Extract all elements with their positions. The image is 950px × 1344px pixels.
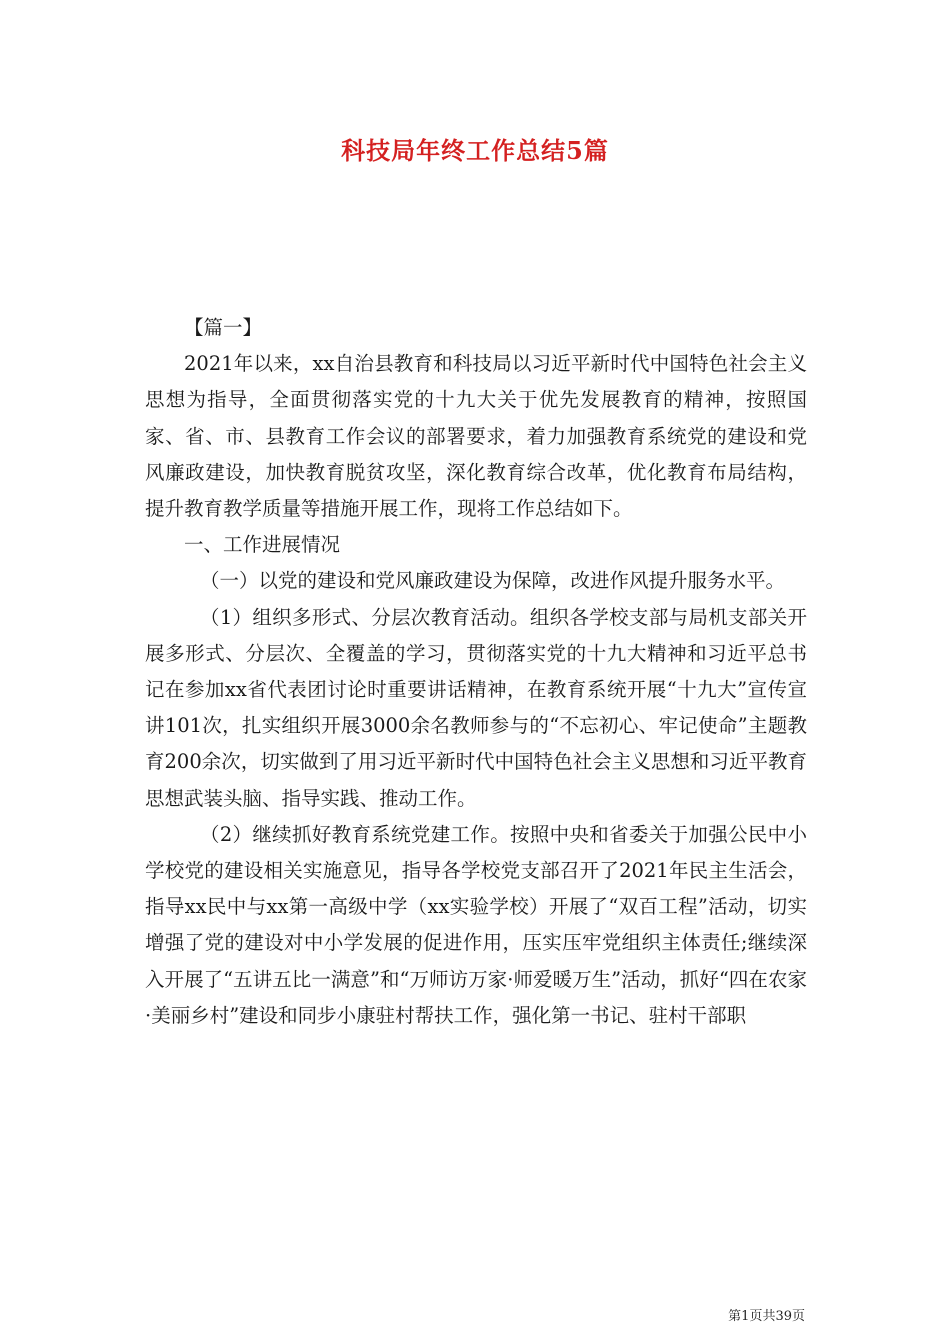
document-body xyxy=(145,310,807,1034)
page-number: 第1页共39页 xyxy=(728,1309,805,1324)
heading-progress: 一、工作进展情况 xyxy=(184,533,341,557)
paragraph-intro: 2021年以来，xx自治县教育和科技局以习近平新时代中国特色社会主义思想为指导，全面贯彻落实党的十九大关于优先发展教育的精神，按照国家、省、市、县教育工作会议的部署要求，着力加强教育系统党的建设和党风廉政建设，加快教育脱贫攻坚，深化教育综合改革，优化教育布局结构，提升教育教学质量等措施开展工作，现将工作总结如下。 xyxy=(145,352,807,521)
paragraph-item-2: （2）继续抓好教育系统党建工作。按照中央和省委关于加强公民中小学校党的建设相关实施意见，指导各学校党支部召开了2021年民主生活会，指导xx民中与xx第一高级中学（xx实验学校）开展了“双百工程”活动，切实增强了党的建设对中小学发展的促进作用，压实压牢党组织主体责任;继续深入开展了“五讲五比一满意”和“万师访万家·师爱暖万生”活动，抓好“四在农家·美丽乡村”建设和同步小康驻村帮扶工作，强化第一书记、驻村干部职 xyxy=(145,822,807,1027)
paragraph-item-1: （1）组织多形式、分层次教育活动。组织各学校支部与局机支部关开展多形式、分层次、全覆盖的学习，贯彻落实党的十九大精神和习近平总书记在参加xx省代表团讨论时重要讲话精神，在教育系统开展“十九大”宣传宣讲101次，扎实组织开展3000余名教师参与的“不忘初心、牢记使命”主题教育200余次，切实做到了用习近平新时代中国特色社会主义思想和习近平教育思想武装头脑、指导实践、推动工作。 xyxy=(145,605,807,810)
subheading-party-building: （一）以党的建设和党风廉政建设为保障，改进作风提升服务水平。 xyxy=(200,569,786,593)
document-title: 科技局年终工作总结5篇 xyxy=(341,136,609,165)
section-label: 【篇一】 xyxy=(184,316,263,339)
